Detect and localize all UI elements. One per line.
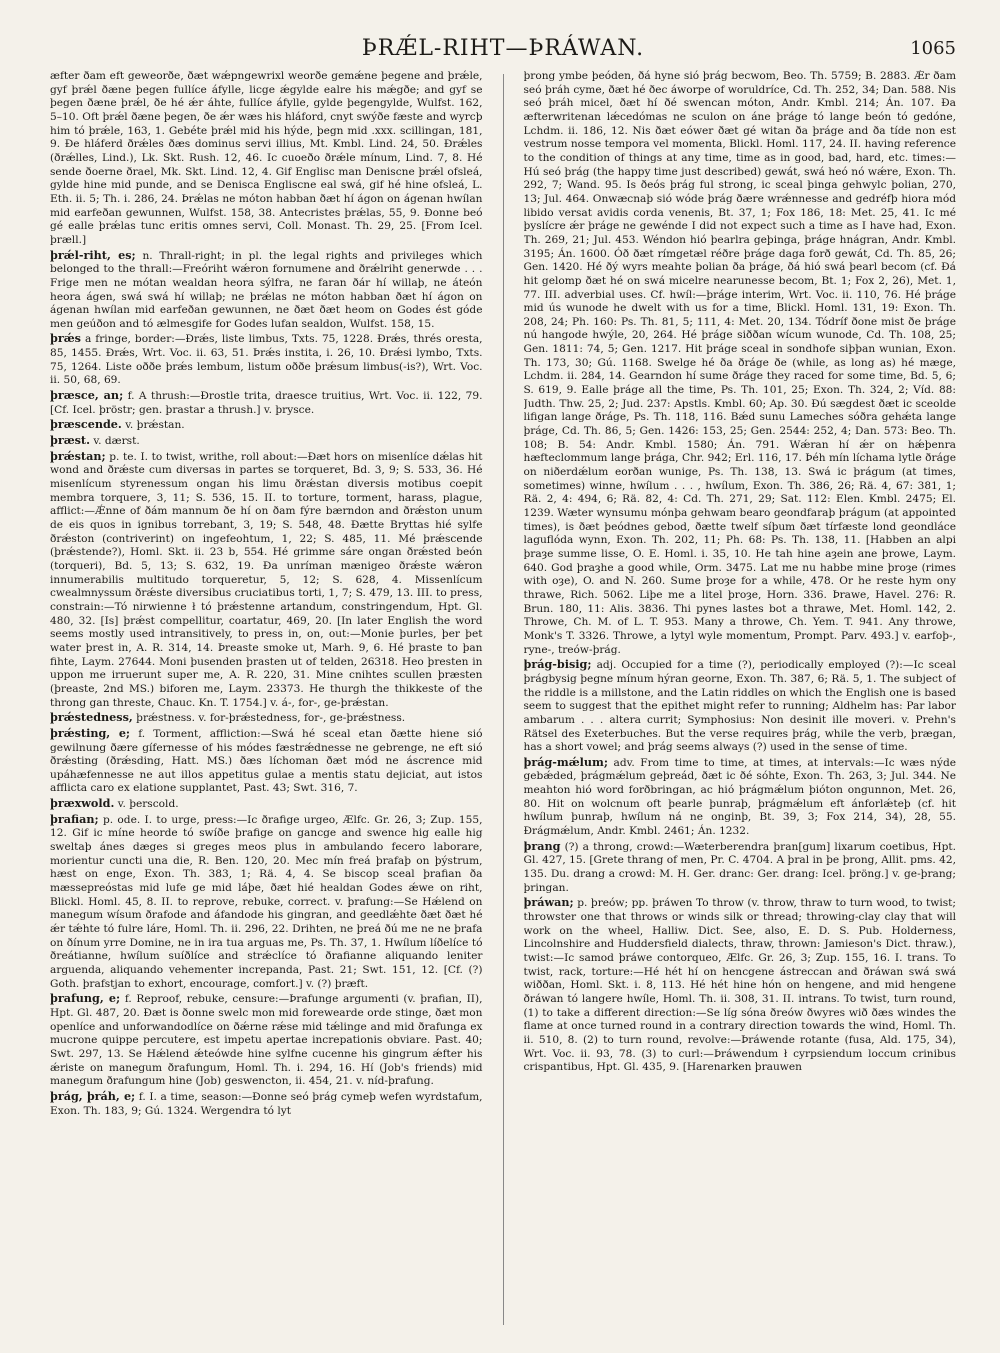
entry-headword: þræxwold. <box>50 796 115 811</box>
entry-text: v. þrǽstan. <box>125 419 185 432</box>
entry-text: f. Reproof, rebuke, censure:—Þrafunge argumenti (v. þrafian, II), Hpt. Gl. 487, 20. Ðæt is ðonne swelc mon mid forewearde orde stinge, ðæt mon openlíce and unforwandodlíce on ðǽrne rǽse mid tǽlinge and mid ðrafunga ex mucrone quippe percutere, est impetu apertae increpationis obviare. Past. 40; Swt. 297, 13. Se Hǽlend ǽteówde hine sylfne cucenne his gingrum ǽfter his ǽriste on manegum ðrafungum, Homl. Th. i. 294, 16. Hí (Job's friends) mid manegum ðrafungum hine (Job) geswencton, ii. 454, 21. v. níd-þrafung. <box>50 993 483 1088</box>
entry-headword: þrǽl-riht, es; <box>50 247 136 262</box>
dictionary-entry <box>50 331 483 388</box>
entry-text: v. dærst. <box>93 435 140 448</box>
columns <box>50 70 956 1325</box>
dictionary-entry <box>50 796 483 812</box>
entry-headword: þrang <box>523 838 561 853</box>
dictionary-entry <box>50 388 483 417</box>
entry-text: (?) a throng, crowd:—Wæterberendra þran[gum] lixarum coetibus, Hpt. Gl. 427, 15. [Grete thrang of men, Pr. C. 4704. A þral in þe þrong, Allit. pms. 42, 135. Du. drang a crowd: M. H. Ger. dranc: Ger. drang: Icel. þröng.] v. ge-þrang; þringan. <box>523 840 956 894</box>
dictionary-entry <box>524 895 957 1075</box>
page-number: 1065 <box>910 38 956 59</box>
entry-headword: þrǽstan; <box>50 448 106 463</box>
entry-text: þrǽstness. v. for-þrǽstedness, for-, ge-þrǽstness. <box>136 712 406 725</box>
entry-text: v. þerscold. <box>117 798 179 811</box>
dictionary-entry <box>50 248 483 332</box>
entry-headword: þræscende. <box>50 417 122 432</box>
entry-text: a fringe, border:—Ðrǽs, liste limbus, Txts. 75, 1228. Ðrǽs, thrés oresta, 85, 1455. Ðrǽs, Wrt. Voc. ii. 63, 51. Þrǽs instita, i. 26, 10. Ðrǽsi lymbo, Txts. 75, 1264. Liste oððe þrǽs lembum, listum oððe þrǽsum limbus(-is?), Wrt. Voc. ii. 50, 68, 69. <box>50 333 483 387</box>
dictionary-entry <box>524 70 957 657</box>
entry-text: p. ode. I. to urge, press:—Ic ðrafige urgeo, Ælfc. Gr. 26, 3; Zup. 155, 12. Gif ic míne heorde tó swíðe þrafige on gancge and swence hig ealle hig sweltaþ ánes dæges si greges meos plus in ambulando fecero laborare, morientur cuncti una die, R. Ben. 120, 20. Mec mín freá þrafaþ on þýstrum, hæst on enge, Exon. Th. 383, 1; Rä. 4, 4. Se biscop sceal þrafian ða mæssepreóstas mid lufe ge mid láþe, ðæt hié healdan Godes ǽwe on riht, Blickl. Homl. 45, 8. II. to reprove, rebuke, correct. v. þrafung:—Se Hǽlend on manegum wísum ðrafode and áfandode his gingran, and geedlǽhte ðæt ðæt hé ǽr tǽhte tó fulre láre, Homl. Th. ii. 296, 22. Drihten, ne þreá ðú me ne ne þrafa on ðínum yrre Domine, ne in ira tua arguas me, Ps. Th. 37, 1. Hwílum líðelíce tó ðreátianne, hwílum suíðlíce and strǽclíce tó ðrafianne aliquando leniter arguenda, aliquando vehementer increpanda, Past. 21; Swt. 151, 12. [Cf. (?) Goth. þrafstjan to exhort, encourage, comfort.] v. (?) þræft. <box>50 813 483 990</box>
dictionary-entry <box>50 726 483 796</box>
dictionary-entry <box>50 417 483 433</box>
entry-headword: þráwan; <box>523 895 574 910</box>
dictionary-entry <box>50 70 483 248</box>
entry-headword: þrǽs <box>50 331 81 346</box>
dictionary-entry <box>50 449 483 710</box>
right-column <box>524 70 957 1325</box>
page-title: ÞRǼL-RIHT—ÞRÁWAN. <box>361 36 645 61</box>
column-divider <box>503 74 504 1325</box>
page-header <box>50 36 956 70</box>
dictionary-entry <box>524 657 957 755</box>
dictionary-entry <box>524 839 957 896</box>
dictionary-entry <box>524 755 957 839</box>
entry-headword: þrafian; <box>50 811 99 826</box>
entry-text: adj. Occupied for a time (?), periodically employed (?):—Ic sceal þrágbysig þegne mínum hýran georne, Exon. Th. 387, 6; Rä. 5, 1. The subject of the riddle is a millstone, and the Latin riddles on which the English one is based seem to suggest that the epithet might refer to running; Aldhelm has: Par labor ambarum . . . altera currit; Symphosius: Non desinit ille moveri. v. Prehn's Rätsel des Exeterbuches. But the verse requires þrág, while the verb, þrægan, has a short vowel; and þrág seems always (?) used in the sense of time. <box>523 659 956 754</box>
entry-headword: þrafung, e; <box>50 991 121 1006</box>
dictionary-entry <box>50 991 483 1089</box>
dictionary-entry <box>50 433 483 449</box>
entry-text: f. A thrush:—Ðrostle trita, draesce truitius, Wrt. Voc. ii. 122, 79. [Cf. Icel. þröstr; gen. þrastar a thrush.] v. þrysce. <box>50 390 483 416</box>
entry-headword: þrág-bisig; <box>523 657 592 672</box>
entry-text: f. I. a time, season:—Ðonne seó þrág cymeþ wefen wyrdstafum, Exon. Th. 183, 9; Gú. 1324. Wergendra tó lyt <box>50 1090 483 1117</box>
dictionary-entry <box>50 812 483 992</box>
entry-text: þrong ymbe þeóden, ðá hyne sió þrág becwom, Beo. Th. 5759; B. 2883. Ǽr ðam seó þráh cyme, ðæt hé ðec áworpe of woruldríce, Cd. Th. 252, 34; Dan. 588. Nis seó þráh micel, ðæt hí ðé swencan móton, Andr. Kmbl. 214; Án. 107. Ða æfterwritenan lǽcedómas ne sculon on áne þráge tó lange beón tó gedóne, Lchdm. ii. 186, 12. Nis ðæt eówer ðæt gé witan ða þráge and ða tíde non est vestrum nosse tempora vel momenta, Blickl. Homl. 117, 24. II. having reference to the condition of things at any time, time as in good, bad, hard, etc. times:—Hú seó þrág (the happy time just described) gewát, swá heó nó wǽre, Exon. Th. 292, 7; Wand. 95. Is ðeós þrág ful strong, ic sceal þinga gehwylc þolian, 270, 13; Jul. 464. Onwæcnaþ sió wóde þrág ðære wrǽnnesse and gedréfþ hiora mód libido versat avidis corda venenis, Bt. 37, 1; Fox 186, 18: Met. 25, 41. Ic mé þyslícre ǽr þráge ne gewénde I did not expect such a time as I have had, Exon. Th. 269, 21; Jul. 453. Wéndon hió þearlra geþinga, þráge hnágran, Andr. Kmbl. 3195; Án. 1600. Óð ðæt rímgetæl réðre þráge daga forð gewát, Cd. Th. 85, 26; Gen. 1420. Hé ðý wyrs meahte þolian ða þráge, ðá hió swá þearl becom (cf. Ðá hit gelomp ðæt hé on swá micelre nearunesse becom, Bt. 1; Fox 2, 26), Met. 1, 77. III. adverbial uses. Cf. hwíl:—þráge interim, Wrt. Voc. ii. 110, 76. Hé þráge mid ús wunode he dwelt with us for a time, Blickl. Homl. 131, 19: Exon. Th. 208, 24; Ph. 160: Ps. Th. 81, 5; 111, 4: Met. 20, 134. Tódríf ðone mist ðe þráge nú hangode hwýle, 20, 264. Hé þráge siððan wícum wunode, Cd. Th. 108, 25; Gen. 1811: 74, 5; Gen. 1217. Hit þráge sceal in sondhofe siþþan wunian, Exon. Th. 173, 30; Gú. 1168. Swelge hé ða ðráge ðe (while, as long as) hé mæge, Lchdm. ii. 284, 14. Gearndon hí sume ðráge they raced for some time, Bd. 5, 6; S. 619, 9. Ealle þráge all the time, Ps. Th. 101, 25; Exon. Th. 324, 2; Víd. 88: Judth. Thw. 25, 2; Jud. 237: Apstls. Kmbl. 60; Ap. 30. Ðú sægdest ðæt ic sceolde lifigan lange ðráge, Ps. Th. 118, 116. Bǽd sunu Lameches sóðra gehǽta lange þráge, Cd. Th. 86, 5; Gen. 1426: 153, 25; Gen. 2544: 252, 4; Dan. 573: Beo. Th. 108; B. 54: Andr. Kmbl. 1580; Án. 791. Wǽran hí ǽr on hǽþenra hæfteclommum lange þrága, Chr. 942; Erl. 116, 17. Þéh mín líchama lytle ðráge on niðerdǽlum eorðan wunige, Ps. Th. 138, 13. Swá ic þrágum (at times, sometimes) winne, hwílum . . . , hwílum, Exon. Th. 386, 26; Rä. 4, 67: 381, 1; Rä. 2, 4: 494, 6; Rä. 82, 4: Cd. Th. 271, 29; Sat. 112: Elen. Kmbl. 2475; El. 1239. Wæter wynsumu mónþa gehwam bearo geondfaraþ þrágum (at appointed times), is ðæt þeódnes gebod, ðætte twelf síþum ðæt tírfæste lond geondláce laguflóda wynn, Exon. Th. 202, 11; Ph. 68: Ps. Th. 138, 11. [Habben an alpi þraȝe summe lisse, O. E. Homl. i. 35, 10. He tah hine aȝein ane þrowe, Laym. 640. God þraȝhe a good while, Orm. 3475. Lat me nu habbe mine þroȝe (rimes with oȝe), O. and N. 260. Sume þroȝe for a while, 478. Or he reste hym ony thrawe, Rich. 5062. Liþe me a litel þroȝe, Horn. 336. Þrawe, Havel. 276: R. Brun. 180, 11: Alis. 3836. Thi pynes lastes bot a thrawe, Met. Homl. 142, 2. Throwe, Ch. M. of L. T. 953. Many a throwe, Ch. Yem. T. 941. Any throwe, Monk's T. 3326. Throwe, a lytyl wyle momentum, Prompt. Parv. 493.] v. earfoþ-, ryne-, treów-þrág. <box>523 70 956 656</box>
dictionary-entry <box>50 710 483 726</box>
entry-text: adv. From time to time, at times, at intervals:—Ic wæs nýde gebǽded, þrágmǽlum geþreád, ðæt ic ðé sóhte, Exon. Th. 263, 3; Jul. 344. Ne meahton hió word forðbringan, ac hió þrágmǽlum þióton ongunnon, Met. 26, 80. Hit on wolcnum oft þearle þunraþ, þrágmǽlum eft ánforlǽteþ (cf. hit hwílum þunraþ, hwílum ná ne onginþ, Bt. 39, 3; Fox 214, 34), 28, 55. Ðrágmǽlum, Andr. Kmbl. 2461; Án. 1232. <box>523 756 956 838</box>
entry-headword: þrǽsting, e; <box>50 725 131 740</box>
entry-text: æfter ðam eft geweorðe, ðæt wǽpngewrixl weorðe gemǽne þegene and þrǽle, gyf þrǽl ðæne þegen fullíce áfylle, licge ǽgylde ealre his mǽgðe; and gyf se þegen ðæne þrǽl, ðe hé ǽr áhte, fullíce áfylle, gylde þegengylde, Wulfst. 162, 5–10. Oft þrǽl ðæne þegen, ðe ǽr wæs his hláford, cnyt swýðe fæste and wyrcþ him tó þrǽle, 163, 1. Gebéte þrǽl mid his hýde, þegn mid .xxx. scillingan, 181, 9. Ðe hláferd ðrǽles ðæs dominus servi illius, Mt. Kmbl. Lind. 24, 50. Ðrǽles (ðrǽlles, Lind.), Lk. Skt. Rush. 12, 46. Ic cuoeðo ðrǽle mínum, Lind. 7, 8. Hé sende ðoerne ðrael, Mk. Skt. Lind. 12, 4. Gif Englisc man Deniscne þrǽl ofsleá, gylde hine mid punde, and se Denisca Engliscne eal swá, gif hé hine ofsleá, L. Eth. ii. 5; Th. i. 286, 24. Þrǽlas ne móton habban ðæt hí ágon on ágenan hwílan mid earfeðan gewunnen, Wulfst. 158, 38. Antecristes þrǽlas, 55, 9. Ðonne beó gé ealle þrǽlas tunc eritis omnes servi, Coll. Monast. Th. 29, 25. [From Icel. þræll.] <box>50 70 483 246</box>
entry-text: p. þreów; pp. þráwen To throw (v. throw, thraw to turn wood, to twist; throwster one that throws or winds silk or thread; throwing-clay clay that will work on the wheel, Halliw. Dict. See, also, E. D. S. Pub. Holderness, Lincolnshire and Huddersfield dialects, thraw, thrown: Jamieson's Dict. thraw.), twist:—Ic samod þráwe contorqueo, Ælfc. Gr. 26, 3; Zup. 155, 16. I. trans. To twist, rack, torture:—Hé hét hí on hencgene ástreccan and ðráwan swá swá wiððan, Homl. Skt. i. 8, 113. Hé hét hine hón on hengene, and mid hengene ðráwan tó langere hwíle, Homl. Th. ii. 308, 31. II. intrans. To twist, turn round, (1) to take a different direction:—Se líg sóna ðreów ðwyres wið ðæs windes the flame at once turned round in a contrary direction towards the wind, Homl. Th. ii. 510, 8. (2) to turn round, revolve:—Þráwende rotante (fusa, Ald. 175, 34), Wrt. Voc. ii. 93, 78. (3) to curl:—Þráwendum ł cyrpsiendum loccum crinibus crispantibus, Hpt. Gl. 435, 9. [Harenarken þrauwen <box>523 897 956 1074</box>
entry-headword: þrág, þráh, e; <box>50 1088 136 1103</box>
entry-text: n. Thrall-right; in pl. the legal rights and privileges which belonged to the thrall:—Freóriht wǽron fornumene and ðrǽlriht generwde . . . Frige men ne mótan wealdan heora sýlfra, ne faran ðár hí willaþ, ne áteón heora ágen, swá swá hí willaþ; ne þrǽlas ne móton habban ðæt hí ágon on ágenan hwílan mid earfeðan gewunnen, ne ðæt ðæt heom on Godes ést góde men geúðon and tó ælmesgife for Godes lufan sealdon, Wulfst. 158, 15. <box>50 249 483 330</box>
entry-headword: þræsce, an; <box>50 388 124 403</box>
left-column <box>50 70 483 1325</box>
entry-headword: þræst. <box>50 433 90 448</box>
entry-headword: þrág-mǽlum; <box>523 754 609 769</box>
entry-headword: þrǽstedness, <box>50 710 133 725</box>
dictionary-entry <box>50 1089 483 1118</box>
entry-text: p. te. I. to twist, writhe, roll about:—Ðæt hors on misenlíce dǽlas hit wond and ðrǽste cum diversas in partes se torqueret, Bd. 3, 9; S. 533, 36. Hé misenlícum styrenessum ongan his limu ðrǽstan diversis motibus coepit membra torquere, 3, 11; S. 536, 15. II. to torture, torment, harass, plague, afflict:—Ǽnne of ðám mannum ðe hí on ðam fýre bærndon and ðrǽston unum de eis quos in ignibus torrebant, 3, 19; S. 548, 48. Ðætte Bryttas hié sylfe ðrǽston (contriverint) on ingefeohtum, 1, 22; S. 485, 11. Mé þrǽscende (þrǽstende?), Homl. Skt. ii. 23 b, 554. Hé grimme sáre ongan ðrǽsted beón (torqueri), Bd. 5, 13; S. 632, 19. Ða unríman mænigeo ðrǽste wǽron innumerabilis multitudo torqueretur, 5, 12; S. 628, 4. Missenlícum cwealmnyssum ðrǽste diversibus cruciatibus torti, 1, 7; S. 479, 13. III. to press, constrain:—Tó nirwienne ł tó þrǽstenne artandum, constringendum, Hpt. Gl. 480, 32. [Is] þrǽst compellitur, coartatur, 469, 20. [In later English the word seems mostly used intransitively, to press in, on, out:—Monie þurles, þer þet water þrest in, A. R. 314, 14. Þreaste smoke ut, Marh. 9, 6. Hé þraste to þan fihte, Laym. 27644. Moni þusenden þrasten ut of telden, 26318. Heo þresten in uppon me irruerunt super me, A. R. 220, 31. Mine cnihtes scullen þræsten (þreaste, 2nd MS.) biforen me, Laym. 23373. He thurgh the thikkeste of the throng gan threste, Chauc. Kn. T. 1754.] v. á-, for-, ge-þrǽstan. <box>50 450 483 709</box>
entry-text: f. Torment, affliction:—Swá hé sceal etan ðætte hiene sió gewilnung ðære gífernesse of his módes fæstrǽdnesse ne gebrenge, ne eft sió ðrǽsting (ðrǽsding, Hatt. MS.) ðæs líchoman ðæt mód ne áscrence mid upáhæfennesse ne aut illos appetitus gulae a mentis statu dejiciat, aut istos afflicta caro ex elatione supplantet, Past. 43; Swt. 316, 7. <box>50 727 483 795</box>
